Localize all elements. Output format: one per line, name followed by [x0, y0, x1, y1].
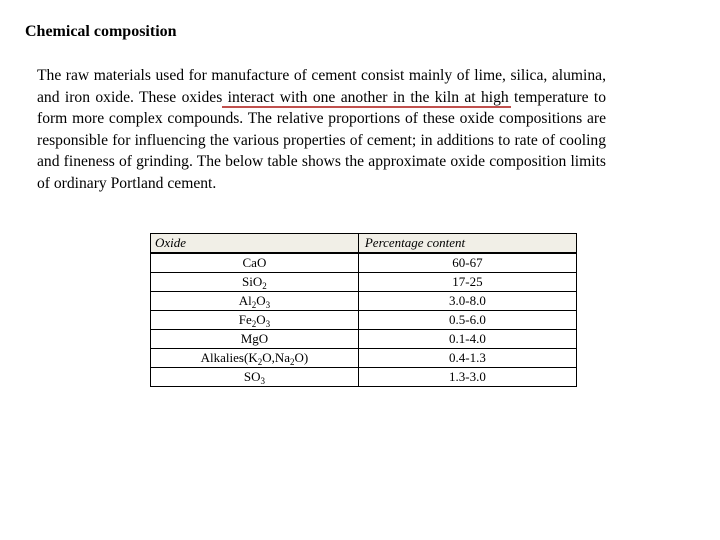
percent-cell: 0.5-6.0 [358, 311, 576, 330]
oxide-cell: $Fe_2O_3$ [151, 311, 359, 330]
percentage-column-header: Percentage content [358, 234, 576, 254]
table-row [151, 349, 577, 368]
oxide-cell: $Al_2O_3$ [151, 292, 359, 311]
percent-cell: 3.0-8.0 [358, 292, 576, 311]
section-heading: Chemical composition [25, 23, 177, 40]
oxide-cell: CaO [151, 253, 359, 273]
percent-cell: 0.4-1.3 [358, 349, 576, 368]
oxide-cell: $SO_3$ [151, 368, 359, 387]
oxide-cell: SiO$_2$ [151, 273, 359, 292]
oxide-cell: $Alkalies(K_2O,Na_2O)$ [151, 349, 359, 368]
percent-cell: 60-67 [358, 253, 576, 273]
table-row [151, 273, 577, 292]
intro-paragraph: The raw materials used for manufacture of cement consist mainly of lime, silica, alumina, and iron oxide. These oxides interact with one another in the kiln at high temperature to form more complex compounds. The relative proportions of these oxide compositions are responsible for influencing the various properties of cement; in additions to rate of cooling and fineness of grinding. The below table shows the approximate oxide composition limits of ordinary Portland cement. [37, 67, 606, 192]
oxide-composition-table [150, 233, 577, 387]
table-row [151, 368, 577, 387]
table-row [151, 292, 577, 311]
spellcheck-underline [222, 106, 511, 108]
percent-cell: 0.1-4.0 [358, 330, 576, 349]
table-header-row [151, 234, 577, 254]
oxide-column-header: Oxide [151, 234, 359, 254]
table-row [151, 330, 577, 349]
percent-cell: 1.3-3.0 [358, 368, 576, 387]
table-row [151, 311, 577, 330]
oxide-cell: MgO [151, 330, 359, 349]
percent-cell: 17-25 [358, 273, 576, 292]
table-row [151, 253, 577, 273]
